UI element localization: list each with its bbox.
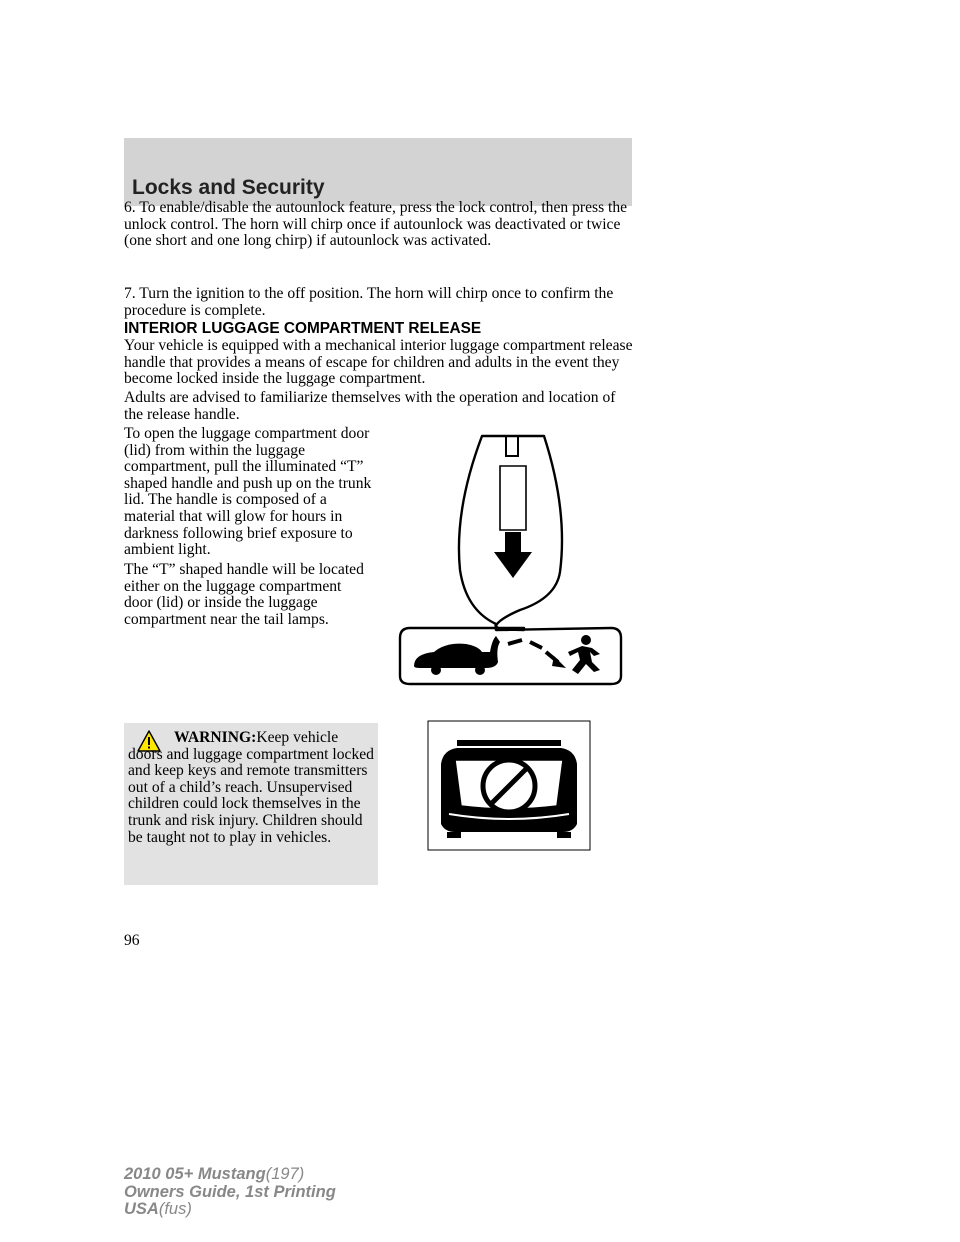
section-heading: INTERIOR LUGGAGE COMPARTMENT RELEASE xyxy=(124,320,482,337)
page-number: 96 xyxy=(124,932,140,949)
trunk-lid-shape xyxy=(457,740,561,746)
t-handle-illustration xyxy=(396,430,630,690)
no-entry-icon xyxy=(483,760,535,812)
step-6-paragraph: 6. To enable/disable the autounlock feature, press the lock control, then press the unlock control. The horn will chirp once if autounlock was deactivated or twice (one short and one long chirp) if autounlock was activated. xyxy=(124,199,628,250)
step-7-paragraph: 7. Turn the ignition to the off position. The horn will chirp once to confirm the procedure is complete. xyxy=(124,285,614,319)
footer-guide: Owners Guide, 1st Printing xyxy=(124,1182,336,1201)
footer-market-code: (fus) xyxy=(158,1200,192,1218)
handle-strap xyxy=(500,466,526,530)
footer-market: USA xyxy=(124,1200,159,1218)
handle-slot xyxy=(506,436,518,456)
warning-label: WARNING: xyxy=(174,729,257,746)
section-title: Locks and Security xyxy=(132,176,325,199)
pull-down-arrow-icon xyxy=(494,532,532,578)
running-child-icon xyxy=(568,635,600,674)
warning-body: Keep vehicle doors and luggage compartment locked and keep keys and remote transmitters out of a child’s reach. Unsupervised children could lock themselves in the trunk and risk injury. Children should be taught not to play in vehicles. xyxy=(128,729,374,846)
adults-paragraph: Adults are advised to familiarize themselves with the operation and location of the release handle. xyxy=(124,389,616,423)
warning-text xyxy=(128,730,374,846)
footer-model-code: (197) xyxy=(265,1165,305,1183)
print-footer xyxy=(124,1166,336,1219)
footer-model: 2010 05+ Mustang xyxy=(124,1165,266,1183)
handle-location-paragraph: The “T” shaped handle will be located either on the luggage compartment door (lid) or inside the luggage compartment near the tail lamps. xyxy=(124,561,364,628)
car-trunk-open-icon xyxy=(414,636,500,675)
open-instructions-paragraph: To open the luggage compartment door (lid) from within the luggage compartment, pull the illuminated “T” shaped handle and push up on the trunk lid. The handle is composed of a material that will glow for hours in darkness following brief exposure to ambient light. xyxy=(124,425,372,559)
warning-box xyxy=(124,723,378,885)
intro-paragraph: Your vehicle is equipped with a mechanical interior luggage compartment release handle that provides a means of escape for children and adults in the event they become locked inside the luggage compartment. xyxy=(124,337,633,388)
escape-path-dashed-arrow-icon xyxy=(508,640,566,668)
trunk-no-entry-illustration xyxy=(427,720,591,851)
